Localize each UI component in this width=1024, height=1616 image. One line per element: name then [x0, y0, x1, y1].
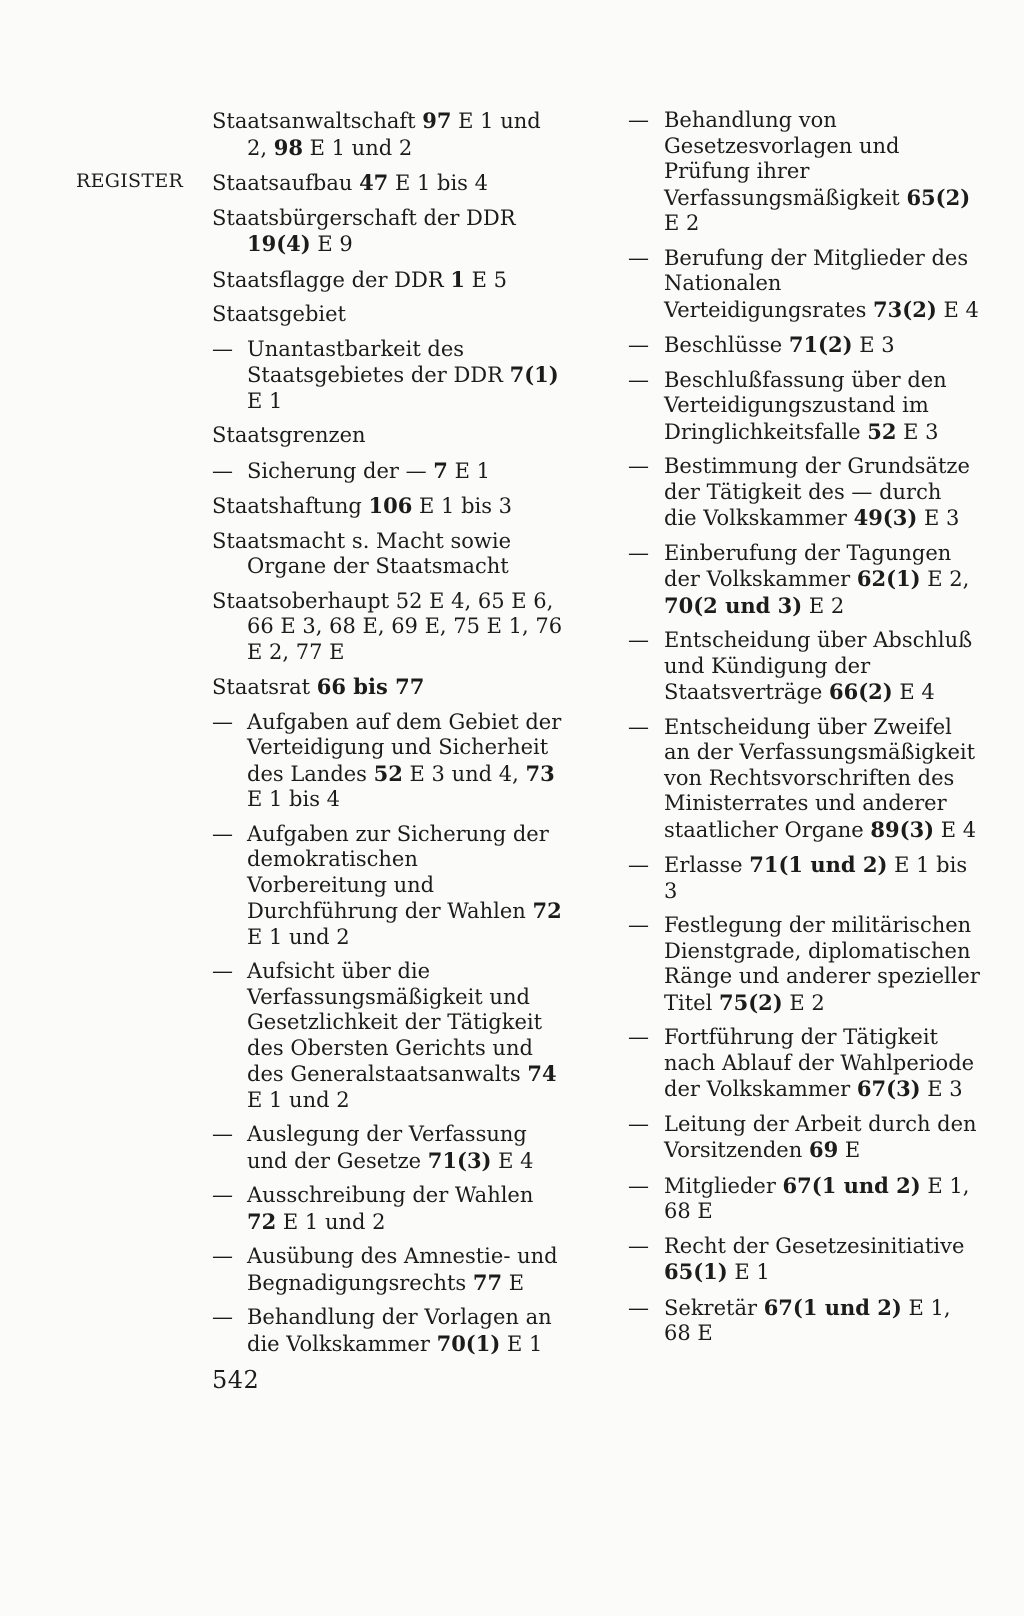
entry-text: E 1: [447, 458, 490, 483]
index-subentry: [628, 368, 980, 446]
entry-text: E 1 bis 4: [388, 171, 488, 195]
entry-text: E 4: [491, 1148, 534, 1173]
index-entry: [212, 108, 564, 161]
subentry-dash: —: [628, 1173, 649, 1198]
subentry-dash: —: [212, 1122, 233, 1146]
index-subentry: [628, 1234, 980, 1286]
article-reference: 7(1): [509, 362, 559, 387]
entry-text: Behandlung von Gesetzesvorlagen und Prüfung ihrer Verfassungsmäßigkeit: [664, 108, 907, 210]
subentry-dash: —: [628, 367, 649, 392]
entry-text: E 1 bis 3: [664, 853, 968, 903]
index-entry: [212, 529, 564, 580]
entry-text: Ausübung des Amnestie- und Begnadigungsrechts: [247, 1244, 558, 1295]
index-subentry: [212, 458, 564, 485]
entry-text: Aufgaben auf dem Gebiet der Verteidigung und Sicherheit des Landes: [247, 709, 562, 786]
entry-text: E 2: [664, 211, 700, 235]
entry-text: Ausschreibung der Wahlen: [247, 1183, 534, 1207]
index-subentry: [212, 1244, 564, 1296]
entry-text: E 4: [934, 817, 977, 842]
article-reference: 70(1): [436, 1330, 501, 1356]
article-reference: 1: [450, 266, 465, 292]
entry-text: E 3: [917, 506, 960, 530]
index-subentry: [212, 1305, 564, 1357]
subentry-dash: —: [628, 1295, 649, 1320]
subentry-dash: —: [212, 709, 233, 734]
article-reference: 73(2): [873, 296, 937, 322]
subentry-dash: —: [628, 1111, 649, 1136]
entry-text: E 3: [896, 419, 939, 444]
index-subentry: [628, 628, 980, 706]
entry-text: Staatshaftung: [212, 494, 369, 518]
entry-text: Sekretär: [664, 1295, 764, 1320]
article-reference: 69: [808, 1137, 839, 1162]
subentry-dash: —: [212, 821, 233, 846]
entry-text: Staatsaufbau: [212, 171, 360, 195]
index-entry: [212, 302, 564, 328]
article-reference: 97: [422, 108, 452, 133]
article-reference: 62(1): [856, 566, 921, 591]
entry-text: Beschlüsse: [664, 333, 789, 357]
index-subentry: [212, 337, 564, 415]
entry-text: Staatsanwaltschaft: [212, 109, 423, 133]
entry-text: E 1 und 2: [247, 1087, 350, 1112]
article-reference: 66(2): [828, 679, 893, 704]
article-reference: 72: [532, 898, 562, 923]
subentry-dash: —: [628, 913, 649, 937]
article-reference: 67(1 und 2): [763, 1294, 902, 1320]
index-subentry: [628, 1025, 980, 1103]
article-reference: 74: [527, 1061, 557, 1086]
index-subentry: [628, 852, 980, 904]
entry-text: Staatsbürgerschaft der DDR: [212, 205, 516, 230]
index-column-right: [628, 108, 980, 1356]
subentry-dash: —: [628, 333, 649, 357]
entry-text: Festlegung der militärischen Dienstgrade, diplomatischen Ränge und anderer spezieller Titel: [664, 913, 980, 1015]
entry-text: Unantastbarkeit des Staatsgebietes der DDR: [247, 336, 510, 387]
entry-text: E 3 und 4,: [402, 761, 526, 786]
entry-text: Recht der Gesetzesinitiative: [664, 1233, 965, 1258]
subentry-dash: —: [212, 1183, 233, 1207]
article-reference: 7: [433, 457, 448, 483]
index-entry: [212, 674, 564, 701]
entry-text: E: [502, 1270, 525, 1295]
entry-text: Einberufung der Tagungen der Volkskammer: [664, 540, 952, 591]
entry-text: Staatsrat: [212, 675, 317, 699]
entry-text: E 1: [500, 1331, 543, 1356]
subentry-dash: —: [212, 1244, 233, 1268]
entry-text: E 2: [782, 990, 825, 1015]
entry-text: Fortführung der Tätigkeit nach Ablauf der Wahlperiode der Volkskammer: [664, 1025, 975, 1101]
index-subentry: [628, 332, 980, 359]
article-reference: 19(4): [247, 231, 311, 256]
entry-text: Erlasse: [664, 853, 750, 877]
entry-text: Behandlung der Vorlagen an die Volkskammer: [247, 1305, 552, 1356]
entry-text: Berufung der Mitglieder des Nationalen Verteidigungsrates: [664, 245, 969, 322]
article-reference: 47: [359, 170, 389, 195]
subentry-dash: —: [628, 108, 649, 132]
index-subentry: [628, 715, 980, 844]
index-subentry: [212, 1122, 564, 1174]
index-subentry: [628, 1112, 980, 1164]
entry-text: E 2,: [920, 567, 970, 591]
entry-text: E 3: [852, 333, 895, 357]
index-subentry: [628, 913, 980, 1016]
subentry-dash: —: [212, 959, 233, 983]
page-number: 542: [212, 1366, 260, 1394]
article-reference: 106: [368, 493, 413, 518]
entry-text: E 4: [892, 680, 935, 704]
article-reference: 75(2): [718, 989, 783, 1015]
entry-text: Staatsflagge der DDR: [212, 267, 451, 292]
index-subentry: [628, 1295, 980, 1347]
entry-text: Bestimmung der Grundsätze der Tätigkeit des — durch die Volkskammer: [664, 454, 970, 530]
entry-text: Staatsgebiet: [212, 302, 346, 326]
index-column-left: [212, 108, 564, 1366]
subentry-dash: —: [628, 714, 649, 739]
subentry-dash: —: [628, 540, 649, 565]
index-subentry: [628, 246, 980, 324]
entry-text: E 1: [727, 1260, 770, 1284]
entry-text: Aufgaben zur Sicherung der demokratischen Vorbereitung und Durchführung der Wahlen: [247, 821, 549, 923]
subentry-dash: —: [212, 458, 233, 483]
index-subentry: [212, 1183, 564, 1235]
entry-text: Aufsicht über die Verfassungsmäßigkeit und Gesetzlichkeit der Tätigkeit des Obersten Gerichts und des Generalstaatsanwalts: [247, 959, 543, 1086]
index-subentry: [212, 959, 564, 1113]
entry-text: Staatsmacht s. Macht sowie Organe der Staatsmacht: [212, 528, 512, 578]
entry-text: Entscheidung über Abschluß und Kündigung der Staatsverträge: [664, 628, 973, 704]
entry-text: E 3: [920, 1077, 963, 1101]
entry-text: E 1 und 2: [302, 135, 413, 160]
entry-text: E 1 bis 4: [247, 787, 341, 811]
article-reference: 71(3): [427, 1147, 492, 1173]
subentry-dash: —: [628, 853, 649, 877]
entry-text: E 9: [310, 232, 353, 256]
article-reference: 65(2): [906, 184, 971, 210]
article-reference: 52: [373, 760, 403, 786]
entry-text: E 4: [936, 297, 979, 322]
article-reference: 98: [273, 134, 303, 160]
entry-text: Staatsgrenzen: [212, 423, 366, 447]
index-entry: [212, 423, 564, 449]
article-reference: 52: [867, 418, 897, 444]
entry-text: Entscheidung über Zweifel an der Verfassungsmäßigkeit von Rechtsvorschriften des Ministerrates und anderer staatlicher Organe: [664, 714, 976, 842]
index-subentry: [628, 454, 980, 532]
subentry-dash: —: [628, 454, 649, 478]
index-entry: [212, 170, 564, 197]
subentry-dash: —: [212, 1305, 233, 1329]
entry-text: Leitung der Arbeit durch den Vorsitzenden: [664, 1111, 977, 1162]
article-reference: 71(1 und 2): [749, 852, 888, 877]
index-subentry: [212, 822, 564, 951]
entry-text: E 1: [247, 388, 283, 413]
article-reference: 49(3): [853, 505, 918, 530]
entry-text: Beschlußfassung über den Verteidigungszustand im Dringlichkeitsfalle: [664, 367, 947, 444]
index-entry: [212, 493, 564, 520]
article-reference: 66 bis 77: [316, 674, 425, 699]
entry-text: E 1 und 2: [276, 1209, 386, 1234]
index-entry: [212, 267, 564, 294]
index-subentry: [628, 108, 980, 237]
subentry-dash: —: [628, 245, 649, 270]
index-subentry: [212, 710, 564, 813]
entry-text: E 1 bis 3: [412, 494, 513, 518]
register-side-label: REGISTER: [76, 170, 184, 192]
subentry-dash: —: [628, 1025, 649, 1049]
article-reference: 67(1 und 2): [782, 1172, 921, 1198]
article-reference: 65(1): [664, 1259, 728, 1284]
subentry-dash: —: [628, 628, 649, 652]
index-subentry: [628, 1173, 980, 1225]
entry-text: E 2: [802, 593, 845, 618]
article-reference: 70(2 und 3): [664, 592, 803, 618]
entry-text: Staatsoberhaupt 52 E 4, 65 E 6, 66 E 3, 68 E, 69 E, 75 E 1, 76 E 2, 77 E: [212, 588, 563, 664]
entry-text: Sicherung der —: [247, 458, 434, 483]
article-reference: 73: [525, 760, 555, 786]
article-reference: 71(2): [788, 332, 853, 357]
entry-text: E 1, 68 E: [664, 1173, 970, 1223]
index-entry: [212, 589, 564, 666]
article-reference: 89(3): [870, 816, 935, 842]
subentry-dash: —: [212, 336, 233, 361]
entry-text: E 1, 68 E: [664, 1295, 951, 1345]
subentry-dash: —: [628, 1233, 649, 1258]
entry-text: E: [838, 1138, 861, 1162]
index-entry: [212, 206, 564, 258]
entry-text: E 5: [464, 267, 508, 292]
entry-text: E 1 und 2: [247, 924, 350, 949]
article-reference: 67(3): [856, 1076, 921, 1101]
article-reference: 77: [472, 1269, 503, 1295]
article-reference: 72: [247, 1208, 277, 1234]
index-subentry: [628, 541, 980, 620]
entry-text: E 1 und 2,: [247, 109, 541, 160]
entry-text: Mitglieder: [664, 1173, 783, 1198]
entry-text: Auslegung der Verfassung und der Gesetze: [247, 1122, 527, 1173]
